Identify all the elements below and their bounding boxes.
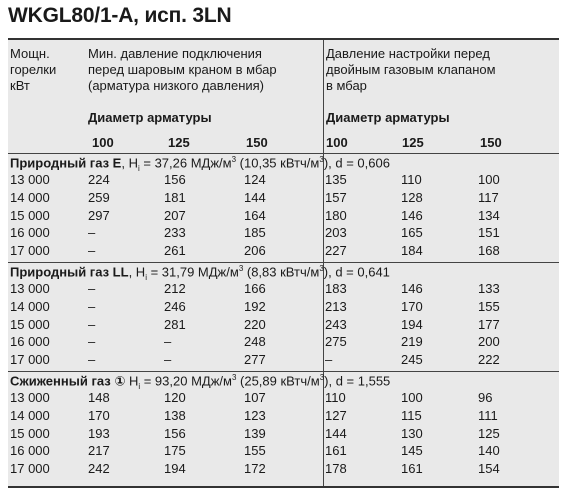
row-pressure-value: 281 [164,316,186,332]
row-power-value: 13 000 [10,172,50,187]
row-pressure-value: 246 [164,298,186,314]
row-power-value: 14 000 [10,298,50,314]
row-pressure-value: 219 [401,334,423,350]
row-pressure-value: 168 [478,243,500,259]
row-pressure-value: 192 [244,298,266,314]
row-pressure-value: – [88,243,96,259]
row-power-value: 15 000 [10,207,50,223]
pressure-table [8,38,559,488]
page-title: WKGL80/1-A, исп. 3LN [8,4,232,27]
size-150-left: 150 [246,135,268,150]
row-power-value: 15 000 [10,425,50,441]
row-pressure-value: 185 [244,225,266,241]
row-pressure-value: 156 [164,425,186,441]
row-pressure-value: 111 [478,407,498,423]
row-pressure-value: 155 [244,443,266,459]
row-pressure-value: 203 [325,225,347,241]
row-power-value: 14 000 [10,407,50,423]
row-pressure-value: 180 [325,207,347,223]
row-pressure-value: 151 [478,225,500,241]
row-pressure-value: 130 [401,425,423,441]
row-pressure-value: 154 [478,461,500,477]
row-pressure-value: 297 [88,207,110,223]
row-pressure-value: 133 [478,281,500,296]
group-divider [8,371,559,372]
size-100-right: 100 [326,135,348,150]
row-pressure-value: 164 [244,207,266,223]
header-diameter-left: Диаметр арматуры [88,110,212,125]
row-pressure-value: – [88,334,96,350]
row-pressure-value: 107 [244,390,266,405]
row-pressure-value: 123 [244,407,266,423]
row-pressure-value: 166 [244,281,266,296]
row-pressure-value: 124 [244,172,266,187]
table-row [8,461,559,477]
header-min-pressure: Мин. давление подключения перед шаровым краном в мбар (арматура низкого давления) [88,46,277,93]
row-pressure-value: 161 [401,461,423,477]
row-power-value: 13 000 [10,390,50,405]
table-row [8,443,559,459]
row-pressure-value: 146 [401,281,423,296]
row-pressure-value: 117 [478,189,499,205]
row-pressure-value: 181 [164,189,186,205]
row-power-value: 16 000 [10,443,50,459]
row-pressure-value: 243 [325,316,347,332]
row-pressure-value: 148 [88,390,110,405]
row-pressure-value: 261 [164,243,186,259]
row-pressure-value: 275 [325,334,347,350]
row-pressure-value: 170 [401,298,423,314]
row-pressure-value: 193 [88,425,110,441]
group-divider [8,262,559,263]
table-row [8,243,559,259]
row-pressure-value: 220 [244,316,266,332]
table-row [8,190,559,206]
row-pressure-value: 139 [244,425,266,441]
row-pressure-value: – [88,316,96,332]
header-power: Мощн. горелки кВт [10,46,57,93]
row-pressure-value: 100 [478,172,500,187]
row-pressure-value: 212 [164,281,186,296]
row-pressure-value: 127 [325,407,347,423]
row-pressure-value: 170 [88,407,110,423]
row-pressure-value: 115 [401,407,422,423]
row-pressure-value: 144 [244,189,266,205]
row-pressure-value: – [164,352,172,368]
row-pressure-value: 217 [88,443,110,459]
row-pressure-value: 242 [88,461,110,477]
row-pressure-value: 224 [88,172,110,187]
header-setting-pressure: Давление настройки перед двойным газовым клапаном в мбар [326,46,496,93]
row-pressure-value: 134 [478,207,500,223]
table-row [8,172,559,188]
row-pressure-value: 277 [244,352,266,368]
row-pressure-value: 145 [401,443,423,459]
row-power-value: 15 000 [10,316,50,332]
row-pressure-value: 248 [244,334,266,350]
row-pressure-value: – [88,225,96,241]
row-pressure-value: 165 [401,225,423,241]
row-power-value: 17 000 [10,352,50,368]
row-pressure-value: 120 [164,390,186,405]
header-diameter-right: Диаметр арматуры [326,110,450,125]
row-pressure-value: 100 [401,390,423,405]
row-pressure-value: 110 [401,172,422,187]
row-pressure-value: 207 [164,207,186,223]
row-pressure-value: 144 [325,425,347,441]
group-header: Природный газ E, $H_i = 37,26$ МДж/$м^3$ (10,35 кВтч/$м^3$), d = 0,606 [10,155,390,173]
size-100-left: 100 [92,135,114,150]
row-pressure-value: 184 [401,243,423,259]
row-pressure-value: 135 [325,172,347,187]
row-pressure-value: – [325,352,333,368]
size-125-left: 125 [168,135,190,150]
row-pressure-value: 178 [325,461,347,477]
row-pressure-value: 138 [164,407,186,423]
table-row [8,408,559,424]
row-pressure-value: 194 [164,461,186,477]
row-pressure-value: 125 [478,425,500,441]
row-power-value: 16 000 [10,334,50,350]
row-pressure-value: 175 [164,443,186,459]
row-pressure-value: 206 [244,243,266,259]
table-row [8,225,559,241]
table-row [8,281,559,297]
row-pressure-value: 183 [325,281,347,296]
table-row [8,317,559,333]
row-pressure-value: 155 [478,298,500,314]
row-power-value: 17 000 [10,243,50,259]
row-pressure-value: 161 [325,443,347,459]
row-pressure-value: 140 [478,443,500,459]
size-150-right: 150 [480,135,502,150]
row-pressure-value: 146 [401,207,423,223]
table-row [8,352,559,368]
row-pressure-value: 110 [325,390,346,405]
row-pressure-value: – [88,281,96,296]
row-power-value: 13 000 [10,281,50,296]
row-pressure-value: 172 [244,461,266,477]
row-pressure-value: 259 [88,189,110,205]
row-pressure-value: 156 [164,172,186,187]
row-pressure-value: 200 [478,334,500,350]
row-pressure-value: 177 [478,316,500,332]
row-pressure-value: 233 [164,225,186,241]
row-pressure-value: 213 [325,298,347,314]
row-power-value: 16 000 [10,225,50,241]
row-pressure-value: 128 [401,189,423,205]
size-125-right: 125 [402,135,424,150]
group-header: Природный газ LL, $H_i = 31,79$ МДж/$м^3$ (8,83 кВтч/$м^3$), d = 0,641 [10,264,390,282]
row-pressure-value: 222 [478,352,500,368]
table-row [8,208,559,224]
row-power-value: 17 000 [10,461,50,477]
table-row [8,390,559,406]
row-pressure-value: 227 [325,243,347,259]
table-row [8,334,559,350]
row-pressure-value: – [88,298,96,314]
row-pressure-value: 157 [325,189,347,205]
row-pressure-value: 245 [401,352,423,368]
row-power-value: 14 000 [10,189,50,205]
table-row [8,299,559,315]
row-pressure-value: 96 [478,390,493,405]
group-divider [8,153,559,154]
group-header: Сжиженный газ ① $H_i = 93,20$ МДж/$м^3$ (25,89 кВтч/$м^3$), d = 1,555 [10,373,391,391]
table-row [8,426,559,442]
row-pressure-value: 194 [401,316,423,332]
row-pressure-value: – [164,334,172,350]
row-pressure-value: – [88,352,96,368]
